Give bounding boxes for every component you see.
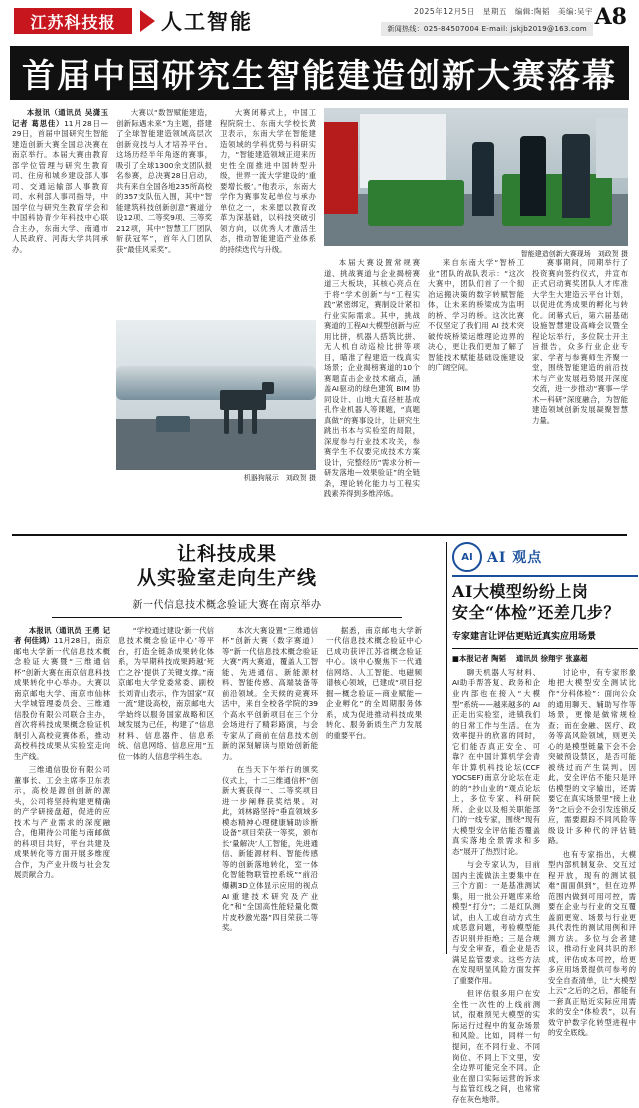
feature-right-para-2: 与会专家认为，目前国内主流做法主要集中在三个方面：一是基准测试集，用一批公开题库来给模型“打分”；二是红队测试，由人工或自动方式生成恶意问题，考验模型能否识别并拒绝；三是合规与安全审查，看企业是否满足监管要求。这些方法在发现明显风险方面发挥了重要作用。	[452, 860, 540, 985]
photo-person-3	[562, 134, 590, 218]
lead-column-6	[532, 258, 628, 429]
feature-right-rule	[452, 648, 638, 649]
photo-white-panel	[360, 114, 446, 188]
contact-info: 新闻热线：025-84507004 E-mail: jskjb2019@163.com	[381, 22, 593, 36]
section-flag	[140, 6, 253, 36]
feature-left	[12, 542, 442, 978]
feature-left-para-1: 11月28日，南京邮电大学新一代信息技术概念验证大赛暨“三维通信杯”创新大赛在南京信息科技成果转化中心举办。大赛以南京邮电大学、南京市仙林大学城管理委员会、三维通信股份有限公司联合主办，首次将科技成果概念验证机制引入高校竞赛体系，推动高校科技成果从实验室走向生产线。	[14, 636, 111, 761]
feature-left-subtitle: 新一代信息技术概念验证大赛在南京举办	[132, 599, 322, 611]
lead-para-4: 本届大赛设置常规赛道、挑战赛道与企业揭榜赛道三大板块，其核心亮点在于将“学术创新”与“工程实践”紧密绑定，赛制设计紧扣行业实际需求。其中，挑战赛道的工程AI大模型创新与应用比拼，机器人搭筑比拼、无人机自动巡检比拼等项目，瞄准了程建造一线真实场景；企业揭榜赛道的10个赛题直击企业技术痛点，涵盖AI驱动的绿色建筑 BIM 协同设计、山地大直径桩基成孔作业机器人等课题，“真题真做”的赛事设计，让研究生跳出书本与实验室的局限，深度参与行业技术攻关，参赛学生不仅要完成技术方案设计，完整经历“需求分析—研发落地—效果验证”的全链条，理论转化能力与工程实践素养得到多维淬炼。	[324, 258, 420, 499]
masthead	[10, 0, 629, 44]
feature-left-para-2: 三维通信股份有限公司董事长、工会主席李卫东表示，高校是源创创新的源头，公司将坚持构建更精确的产学研接盘超，促进的应技术与产业需求的深度融合，他期待公司能与南邮做的科项目共好，平台共建及成果转化等方面开展多维度合作，为产业升级与社会发展贡献合力。	[14, 765, 110, 880]
feature-right-byline: ■本报记者 陶韬 通讯员 徐翔宇 张嘉超	[452, 653, 588, 663]
photo-person-2	[520, 136, 546, 216]
photo-equipment	[156, 416, 190, 432]
lead-para-2: 大赛以“数智赋能建造，创新际遇未来”为主题，搭建了全球智能建造领域高层次创新竞技与人才培养平台。这场历经半年角逐的赛事，吸引了全球1300余支团队报名参赛，总决赛28日启动，共有来自全国各地235所高校的357支队伍入围，其中“智能建筑科技创新创意”赛道分设12项、二等奖9项、三等奖212项，其中“智慧工厂团队斩获冠军”，首年入门团队获“最佳风采奖”。	[116, 108, 212, 254]
photo-caption-bottom: 机器狗展示 刘政贺 摄	[243, 474, 316, 482]
feature-left-column-1	[14, 626, 110, 884]
lead-column-1	[12, 108, 108, 258]
lead-para-3: 大赛闭幕式上，中国工程院院士、东南大学校长黄卫表示，东南大学在智能建造领域的学科优势与科研实力，“智能建造领域正迎来历史性全面推进中国转型升级，世界一流大学建设的‘重要增长极’。”他表示，东南大学作为赛事发起单位与承办单位之一，未来愿以教育改革为深基础，以科技突破引领方向，以优秀人才激活生态，推动智能建造产业体系的持续迭代与升级。	[220, 108, 316, 254]
feature-left-columns	[12, 626, 442, 978]
photo-machine-2	[502, 174, 612, 226]
feature-right-para-4: 讨论中，有专家形象地把大模型安全测试比作“分科体检”：面向公众的通用聊天、辅助写作等场景，更像是做常规检查；而在金融、医疗、政务等高风险领域，则更关心的是模型链量下会不会突破预设禁区，是否可能被绕过而产生误判。因此，安全评估不能只是评估模型的文字输出，还需要它在真实场景里“接上业务”之后会不会引发连锁反应，需要跟踪不同风险等级设计多种代的评估链路。	[548, 667, 636, 846]
feature-left-para-6: 据悉，南京邮电大学新一代信息技术概念验证中心已成功获评江苏省概念验证中心。该中心聚焦下一代通信网络、人工智能、电磁频谱核心领域，已建成“项目挖掘—概念验证—商业赋能—企业孵化”的全周期服务体系，成为促进推动科技成果转化、服务新质生产力发展的重要平台。	[326, 625, 422, 740]
feature-right-para-3: 但评估很多用户在安全性一次性的上线前测试，很难预见大模型的实际运行过程中的复杂场景和风险。比如，同样一句提问，在不同行业、不同岗位、不同上下文里，安全边界可能完全不同。企业在窗口实际运营的诉求与监管红线之间，也常常存在灰色地带。	[452, 989, 540, 1104]
photo-content-2	[116, 320, 316, 470]
lead-headline: 首届中国研究生智能建造创新大赛落幕	[22, 55, 617, 95]
photo-robot-leg-1	[224, 408, 229, 434]
feature-left-column-4	[326, 626, 422, 745]
photo-content	[324, 108, 628, 246]
feature-left-para-4: 本次大赛设置“三维通信杯”创新大赛（数字赛道）等“新一代信息技术概念验证大赛”两大赛道，覆盖人工智能、先进通信、新能源材料、智能传感、高端装备等前沿领域。全天候的竞赛环活中，来自全校各学院的39个高水平创新项目在三个分会场进行了精彩路演，与会专家从了商前在信息技术创新的深刻解读与原始创新能力。	[222, 625, 318, 761]
feature-left-para-3: “学校通过建设‘新一代信息技术概念验证中心’等平台，打造全链条成果转化体系，为早期科技成果跨越‘死亡之谷’提供了关键支撑。”南京邮电大学党委常委、副校长刘青山表示，作为国家“双一流”建设高校，南京邮电大学始终以服务国家战略和区域发展为己任，构建了“信息材料、信息器件、信息系统、信息网络、信息应用”五位一体的人信息学科生态。	[118, 625, 214, 761]
lead-headline-band	[10, 46, 629, 100]
lead-column-4	[324, 258, 420, 503]
feature-left-column-3	[222, 626, 318, 937]
photo-robot-head	[262, 382, 274, 394]
ai-viewpoint-title: AI 观点	[487, 550, 543, 566]
photo-caption-top: 智能建造创新大赛现场 刘政贺 摄	[520, 250, 628, 258]
photo-robot-leg-3	[252, 408, 257, 434]
lead-article	[10, 108, 629, 528]
feature-right-title-line2: 安全“体检”还差几步？	[452, 602, 620, 622]
triangle-icon	[140, 10, 155, 32]
photo-wall-panel	[596, 118, 628, 178]
bottom-section	[10, 542, 636, 1104]
photo-competition-site	[324, 108, 628, 258]
section-title: 人工智能	[161, 9, 253, 34]
page-number: A8	[594, 4, 627, 30]
lead-para-5: 来自东南大学“智桥工业”团队的战队表示：“这次大赛中，团队们首了一个彻冶运搬决策的数字转赋智能体，让未来的桥梁成为监明的桥、学习的桥。这次比赛不仅坚定了我们用 AI 技术突破传统桥梁运维理论边界的决心，更让我们更加了解了智能技术赋能基础设施建设的广阔空间。	[428, 258, 524, 373]
feature-right	[452, 542, 638, 1104]
lead-column-2	[116, 108, 212, 258]
feature-right-title	[452, 582, 638, 624]
newspaper-logo: 江苏科技报	[14, 8, 132, 34]
photo-floor-2	[116, 419, 316, 470]
photo-robot-dog	[116, 320, 316, 482]
feature-left-para-5: 在当天下午举行的颁奖仪式上，十二三维通信杯”创新大赛获得一、二等奖项目进一步阐释获奖结果。对此，刘林路坚持“垂直领域多模态精神心理健康辅助诊断设备”项目荣获一等奖，颁布长‘量解决’人工智能，先进通信、新能源材料、智能传感等的创新落地转化，室一体化智能物联管控系统”“前沿爆耦3D立体显示应用的视点AI重建技术研究及产业化”和“全国高性能轻量化微片皮秒激光器”四目荣获二等奖。	[222, 765, 318, 933]
lead-column-5	[428, 258, 524, 377]
feature-left-byline: 本报讯（通讯员 王勇 记者 何佳鸿）	[14, 625, 110, 646]
lead-para-1: 11月28日—29日，首届中国研究生智能建造创新大赛全国总决赛在南京举行。本届大赛由教育部学位管理与研究生教育司、住房和城乡建设部人事司、交通运输部人事教育司、水利部人事司指导，中国学位与研究生教育学会和中国科协青少年科技中心联合主办，东南大学、南通市人民政府、河海大学共同承办。	[12, 118, 109, 254]
section-divider	[12, 534, 627, 536]
photo-pipe	[116, 366, 316, 400]
feature-left-rule	[52, 617, 402, 618]
feature-left-title	[12, 542, 442, 591]
ai-viewpoint-badge	[452, 542, 638, 577]
feature-left-title-line1: 让科技成果	[176, 543, 277, 565]
feature-right-columns	[452, 667, 638, 1104]
photo-robot-leg-2	[238, 408, 243, 434]
photo-robot-body	[220, 390, 266, 410]
feature-right-column-1	[452, 668, 540, 1108]
feature-right-para-1: 聊天机器人写材料、AI助手帮答复、政务和企业内部也在接入“大模型”系统——越来越多的 AI 正走出实验室，进镇我们的日常工作与生活。在为效率提升的欣喜的同时，它们能否真正安全、可靠？在中国计算机学会青年计算机科技论坛(CCF YOCSEF)南京分论坛在走的的“抄山业的”观点论坛上，多位专家、科研院所、企业以及相关职能部门的一线专家，围绕“现有大模型安全评估能否覆盖真实落地全景需求和多态”展开了热烈讨论。	[452, 667, 540, 856]
feature-right-para-5: 也有专家指出，大模型内部机制复杂、交互过程开放，现有的测试很难“面面俱到”，但在边界范围内做到可用可控，需要在企业与行业的交互覆盖面更宽、场景与行业更具代表性的测试用例和评测方法。多位与会者建议，推动行业间共识的形成，评估成本可控，给更多应用场景提供可参考的安全自查清单，让“大模型上云”之后的之后，都能有一套真正贴近实际应用需求的安全“体检表”，以有效守护数字化转型进程中的安全底线。	[548, 849, 636, 1038]
lead-column-3	[220, 108, 316, 258]
lead-para-6: 赛事期间，同期举行了投资赛向签约仪式，并宣布正式启动赛奖团队人才库准大学生大建造云平台计划，以促进优秀成果的孵化与转化。闭幕式后，第六届基础设施智慧建设高峰会议暨全程论坛举行，多位院士开主旨报告，众多行业企业专家、学者与参赛师生齐聚一堂，围绕智能建造的前沿技术与产业发展趋势展开深度交流，进一步推动“赛事—学术—科研”深度融合，为智能建造领域创新发展凝聚智慧力量。	[532, 258, 628, 425]
photo-machine	[368, 180, 464, 226]
feature-left-column-2	[118, 626, 214, 766]
lead-byline: 本报讯（通讯员 吴潇玉 记者 葛思佳）	[12, 108, 108, 128]
feature-right-subtitle: 专家建言让评估更贴近真实应用场景	[452, 631, 597, 642]
ai-icon: AI	[452, 542, 482, 572]
feature-right-title-line1: AI大模型纷纷上岗	[452, 582, 589, 601]
photo-red-panel	[324, 122, 358, 214]
photo-person-1	[472, 142, 494, 216]
feature-left-title-line2: 从实验室走向生产线	[136, 567, 317, 590]
vertical-divider	[446, 542, 447, 954]
feature-right-column-2	[548, 668, 636, 1042]
issue-info: 2025年12月5日 星期五 编辑:陶韬 美编:吴宇	[414, 7, 593, 16]
